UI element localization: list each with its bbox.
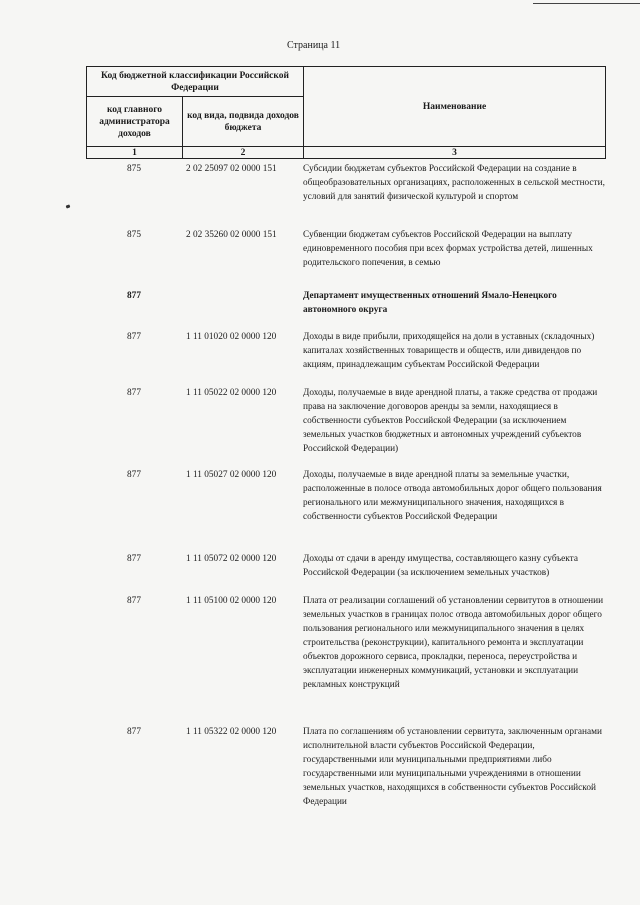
revenue-code: 2 02 25097 02 0000 151 [186,164,277,174]
department-name: Департамент имущественных отношений Ямало-Ненецкого автономного округа [303,291,557,315]
admin-code: 875 [127,230,141,240]
revenue-code: 1 11 05027 02 0000 120 [186,470,277,480]
header-column-number-1: 1 [87,147,183,159]
header-name-column: Наименование [304,67,606,147]
revenue-name: Доходы в виде прибыли, приходящейся на доли в уставных (складочных) капиталах хозяйственных товариществ и обществ, или дивидендов по акциям, принадлежащим субъектам Российской Федерации [303,332,595,370]
admin-code: 877 [127,727,141,737]
revenue-code: 1 11 05100 02 0000 120 [186,596,277,606]
header-revenue-code-column: код вида, подвида доходов бюджета [183,97,304,147]
revenue-name: Плата по соглашениям об установлении сервитута, заключенным органами исполнительной власти субъектов Российской Федерации, государственными или муниципальными предприятиями либо государственными или муниципальными учреждениями в отношении земельных участков, находящихся в собственности субъектов Российской Федерации [303,727,602,807]
admin-code: 877 [127,332,141,342]
header-column-number-3: 3 [304,147,606,159]
revenue-code: 1 11 05322 02 0000 120 [186,727,277,737]
page-corner-line [533,3,640,4]
scan-speck [66,204,71,208]
revenue-name: Доходы, получаемые в виде арендной платы за земельные участки, расположенные в полосе отвода автомобильных дорог общего пользования регионального или межмуниципального значения, находящихся в собственности субъектов Российской Федерации [303,470,602,522]
revenue-name: Субвенции бюджетам субъектов Российской Федерации на выплату единовременного пособия при всех формах устройства детей, лишенных родительского попечения, в семью [303,230,593,268]
revenue-code: 2 02 35260 02 0000 151 [186,230,277,240]
admin-code: 877 [127,596,141,606]
revenue-code: 1 11 01020 02 0000 120 [186,332,277,342]
revenue-name: Доходы, получаемые в виде арендной платы, а также средства от продажи права на заключение договоров аренды за земли, находящиеся в собственности субъектов Российской Федерации (за исключением земельных участков бюджетных и автономных учреждений субъектов Российской Федерации) [303,388,598,454]
classification-table-header [86,66,606,159]
admin-code: 877 [127,291,141,301]
admin-code: 875 [127,164,141,174]
admin-code: 877 [127,554,141,564]
page-number-label: Страница 11 [287,40,341,51]
admin-code: 877 [127,470,141,480]
revenue-code: 1 11 05022 02 0000 120 [186,388,277,398]
header-group-title: Код бюджетной классификации Российской Федерации [87,67,304,97]
header-column-number-2: 2 [183,147,304,159]
header-admin-code-column: код главного администратора доходов [87,97,183,147]
admin-code: 877 [127,388,141,398]
revenue-code: 1 11 05072 02 0000 120 [186,554,277,564]
revenue-name: Плата от реализации соглашений об установлении сервитутов в отношении земельных участков в границах полос отвода автомобильных дорог общего пользования регионального или межмуниципального значения в целях строительства (реконструкции), капитального ремонта и эксплуатации объектов дорожного сервиса, прокладки, переноса, переустройства и эксплуатации инженерных коммуникаций, установки и эксплуатации рекламных конструкций [303,596,604,690]
revenue-name: Доходы от сдачи в аренду имущества, составляющего казну субъекта Российской Федерации (за исключением земельных участков) [303,554,578,578]
revenue-name: Субсидии бюджетам субъектов Российской Федерации на создание в общеобразовательных организациях, расположенных в сельской местности, условий для занятий физической культурой и спортом [303,164,605,202]
